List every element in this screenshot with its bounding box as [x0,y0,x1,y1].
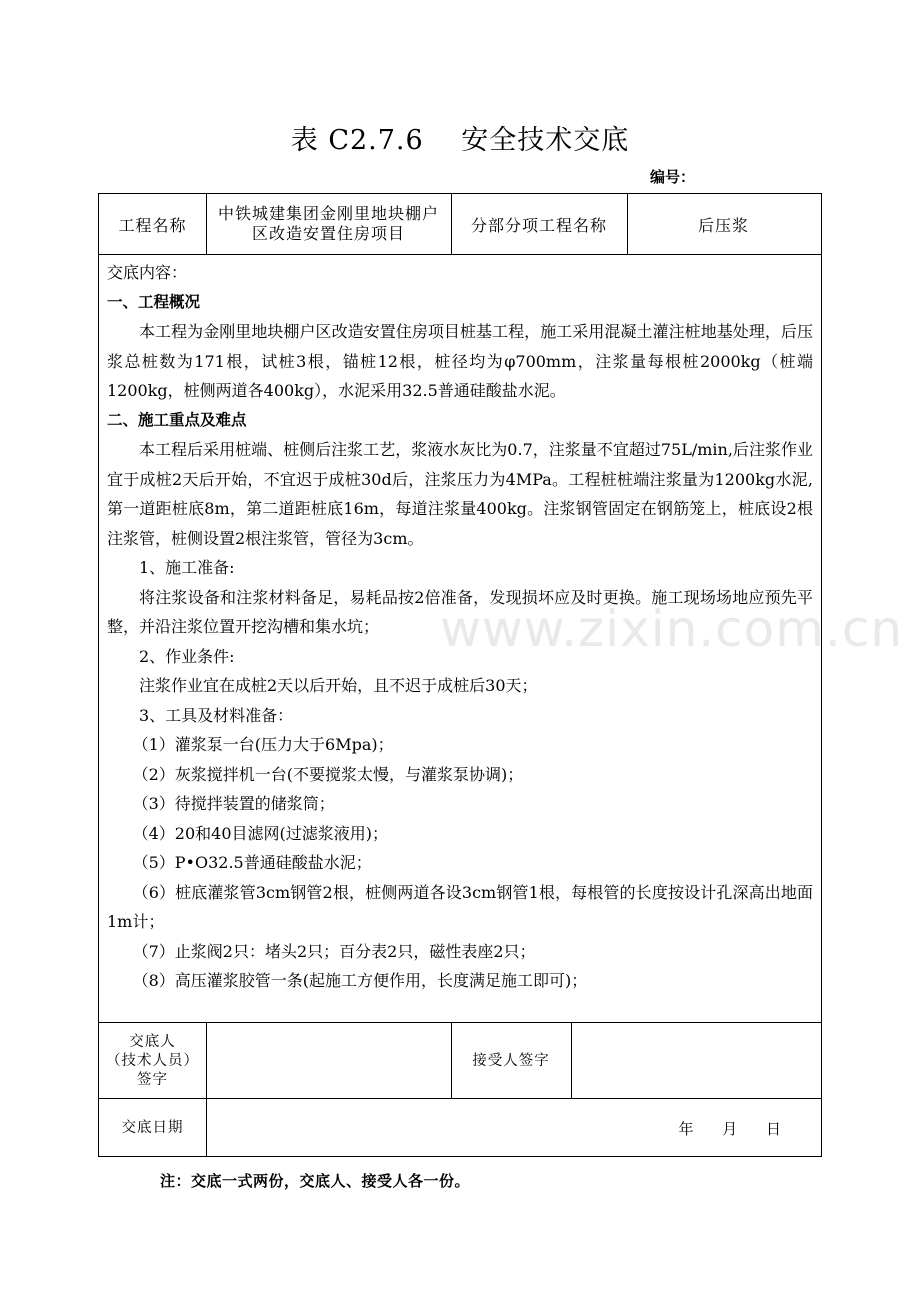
subproject-name-label: 分部分项工程名称 [470,215,607,235]
conditions-paragraph: 注浆作业宜在成桩2天以后开始，且不迟于成桩后30天； [139,676,538,695]
subsection-heading-preparation: 1、施工准备: [139,558,235,577]
tools-list-item: （7）止浆阀2只：堵头2只；百分表2只，磁性表座2只； [132,941,536,961]
watermark: www.zixin.com.cn [440,600,904,658]
document-number-label: 编号： [650,168,696,186]
tools-list-item: （2）灰浆搅拌机一台(不要搅浆太慢，与灌浆泵协调)； [132,764,524,784]
receiver-signature-label: 接受人签字 [472,1052,550,1069]
disclosure-form [98,193,822,1157]
project-name-value: 中铁城建集团金刚里地块棚户区改造安置住房项目 [217,204,439,243]
date-row [99,1098,821,1157]
discloser-label-line: 签字 [137,1071,168,1088]
preparation-paragraph: 将注浆设备和注浆材料备足，易耗品按2倍准备，发现损坏应及时更换。施工现场场地应预先平整，并沿注浆位置开挖沟槽和集水坑； [107,587,813,636]
subsection-heading-conditions: 2、作业条件: [139,646,235,666]
overview-paragraph: 本工程为金刚里地块棚户区改造安置住房项目桩基工程，施工采用混凝土灌注桩地基处理，后压浆总桩数为171根，试桩3根，锚桩12根，桩径均为φ700mm，注浆量每根桩2000kg（桩端1200kg，桩侧两道各400kg），水泥采用32.5普通硅酸盐水泥。 [107,322,813,400]
content-intro: 交底内容： [107,263,188,282]
project-info-row [99,194,821,255]
receiver-signature-field[interactable] [571,1023,820,1099]
discloser-label-line: 交底人 [129,1033,176,1050]
signature-row [99,1022,821,1099]
tools-list-item: （1）灌浆泵一台(压力大于6Mpa)； [132,735,394,754]
page-title: 表 C2.7.6 安全技术交底 [290,125,630,156]
section-heading-key-points: 二、施工重点及难点 [107,410,247,429]
discloser-label-line: （技术人员） [106,1052,199,1069]
tools-list-item: （8）高压灌浆胶管一条(起施工方便作用，长度满足施工即可)； [132,971,588,990]
disclosure-date-field[interactable]: 年 月 日 [678,1119,781,1138]
discloser-signature-field[interactable] [206,1023,451,1099]
key-points-paragraph: 本工程后采用桩端、桩侧后注浆工艺，浆液水灰比为0.7，注浆量不宜超过75L/min,后注浆作业宜于成桩2天后开始，不宜迟于成桩30d后，注浆压力为4MPa。工程桩桩端注浆量为1200kg水泥,第一道距桩底8m，第二道距桩底16m，每道注浆量400kg。注浆钢管固定在钢筋笼上，桩底设2根注浆管，桩侧设置2根注浆管，管径为3cm。 [107,440,813,548]
section-heading-overview: 一、工程概况 [107,292,201,311]
tools-list-item: （5）P•O32.5普通硅酸盐水泥； [132,853,372,872]
tools-list-item: （4）20和40目滤网(过滤浆液用)； [132,823,388,843]
subsection-heading-tools: 3、工具及材料准备： [139,705,294,725]
tools-list-item: （3）待搅拌装置的储浆筒； [132,794,335,813]
footer-note: 注：交底一式两份，交底人、接受人各一份。 [160,1172,471,1190]
project-name-label: 工程名称 [118,215,187,235]
discloser-signature-label [99,1023,206,1099]
tools-list-item: （6）桩底灌浆管3cm钢管2根，桩侧两道各设3cm钢管1根，每根管的长度按设计孔深高出地面1m计； [107,882,813,931]
disclosure-date-label: 交底日期 [121,1119,184,1136]
divider [206,1099,207,1157]
subproject-name-value: 后压浆 [697,215,749,235]
